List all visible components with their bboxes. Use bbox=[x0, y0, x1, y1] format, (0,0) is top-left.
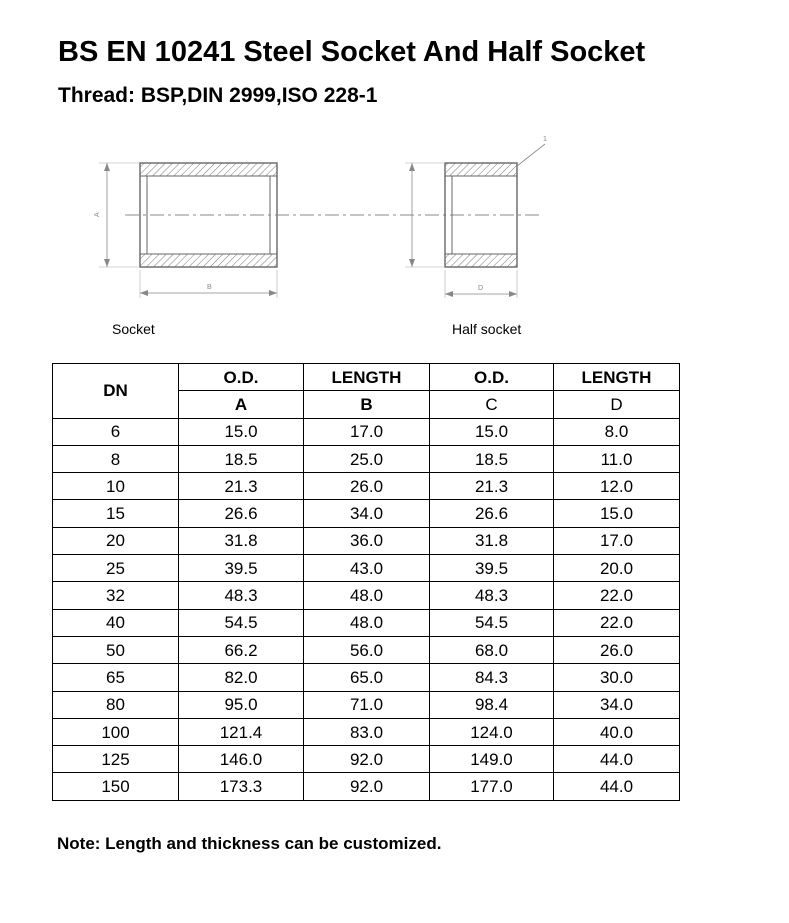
cell-length-d: 8.0 bbox=[554, 418, 680, 445]
cell-od-a: 15.0 bbox=[179, 418, 304, 445]
cell-dn: 6 bbox=[53, 418, 179, 445]
half-socket-shape bbox=[405, 144, 545, 298]
cell-od-c: 39.5 bbox=[430, 555, 554, 582]
cell-length-b: 48.0 bbox=[304, 582, 430, 609]
cell-dn: 150 bbox=[53, 773, 179, 800]
cell-length-d: 40.0 bbox=[554, 718, 680, 745]
cell-dn: 10 bbox=[53, 473, 179, 500]
table-header-row bbox=[53, 364, 680, 391]
cell-od-a: 66.2 bbox=[179, 636, 304, 663]
cell-od-c: 54.5 bbox=[430, 609, 554, 636]
cell-od-c: 18.5 bbox=[430, 445, 554, 472]
cell-od-a: 146.0 bbox=[179, 746, 304, 773]
label-1: 1 bbox=[543, 136, 547, 143]
cell-length-d: 34.0 bbox=[554, 691, 680, 718]
cell-length-b: 83.0 bbox=[304, 718, 430, 745]
header-od-half: O.D. bbox=[430, 364, 554, 391]
table-row bbox=[53, 527, 680, 554]
cell-length-b: 25.0 bbox=[304, 445, 430, 472]
dimensions-table bbox=[52, 363, 680, 801]
cell-od-a: 31.8 bbox=[179, 527, 304, 554]
cell-od-a: 18.5 bbox=[179, 445, 304, 472]
cell-od-a: 82.0 bbox=[179, 664, 304, 691]
cell-od-c: 124.0 bbox=[430, 718, 554, 745]
page-title: BS EN 10241 Steel Socket And Half Socket bbox=[58, 36, 646, 68]
label-b: B bbox=[207, 284, 212, 291]
socket-caption: Socket bbox=[112, 321, 155, 337]
cell-od-c: 68.0 bbox=[430, 636, 554, 663]
label-a: A bbox=[94, 212, 101, 217]
cell-dn: 40 bbox=[53, 609, 179, 636]
table-row bbox=[53, 664, 680, 691]
table-row bbox=[53, 609, 680, 636]
cell-length-d: 12.0 bbox=[554, 473, 680, 500]
table-row bbox=[53, 691, 680, 718]
cell-length-b: 17.0 bbox=[304, 418, 430, 445]
cell-od-c: 21.3 bbox=[430, 473, 554, 500]
cell-length-d: 15.0 bbox=[554, 500, 680, 527]
table-row bbox=[53, 418, 680, 445]
cell-od-a: 173.3 bbox=[179, 773, 304, 800]
cell-dn: 25 bbox=[53, 555, 179, 582]
cell-length-d: 17.0 bbox=[554, 527, 680, 554]
cell-length-d: 44.0 bbox=[554, 773, 680, 800]
table-row bbox=[53, 746, 680, 773]
cell-length-b: 56.0 bbox=[304, 636, 430, 663]
table-row bbox=[53, 445, 680, 472]
cell-od-a: 26.6 bbox=[179, 500, 304, 527]
cell-od-a: 21.3 bbox=[179, 473, 304, 500]
cell-dn: 32 bbox=[53, 582, 179, 609]
cell-od-c: 15.0 bbox=[430, 418, 554, 445]
cell-od-c: 48.3 bbox=[430, 582, 554, 609]
cell-dn: 20 bbox=[53, 527, 179, 554]
cell-length-d: 26.0 bbox=[554, 636, 680, 663]
cell-od-a: 54.5 bbox=[179, 609, 304, 636]
cell-od-c: 26.6 bbox=[430, 500, 554, 527]
subheader-d: D bbox=[554, 391, 680, 418]
cell-length-d: 44.0 bbox=[554, 746, 680, 773]
cell-dn: 125 bbox=[53, 746, 179, 773]
cell-od-a: 48.3 bbox=[179, 582, 304, 609]
cell-dn: 80 bbox=[53, 691, 179, 718]
cell-length-d: 22.0 bbox=[554, 609, 680, 636]
cell-length-b: 26.0 bbox=[304, 473, 430, 500]
cell-od-a: 39.5 bbox=[179, 555, 304, 582]
header-length-socket: LENGTH bbox=[304, 364, 430, 391]
cell-length-b: 48.0 bbox=[304, 609, 430, 636]
label-d: D bbox=[478, 285, 484, 292]
header-dn: DN bbox=[53, 364, 179, 419]
cell-length-b: 65.0 bbox=[304, 664, 430, 691]
cell-od-c: 31.8 bbox=[430, 527, 554, 554]
cell-od-c: 177.0 bbox=[430, 773, 554, 800]
cell-dn: 8 bbox=[53, 445, 179, 472]
table-row bbox=[53, 500, 680, 527]
cell-length-b: 43.0 bbox=[304, 555, 430, 582]
subheader-b: B bbox=[304, 391, 430, 418]
table-row bbox=[53, 773, 680, 800]
cell-length-b: 34.0 bbox=[304, 500, 430, 527]
cell-length-b: 92.0 bbox=[304, 746, 430, 773]
header-length-half: LENGTH bbox=[554, 364, 680, 391]
cell-dn: 65 bbox=[53, 664, 179, 691]
cell-length-b: 92.0 bbox=[304, 773, 430, 800]
subheader-a: A bbox=[179, 391, 304, 418]
cell-length-d: 22.0 bbox=[554, 582, 680, 609]
cell-od-a: 121.4 bbox=[179, 718, 304, 745]
cell-length-d: 11.0 bbox=[554, 445, 680, 472]
cell-od-c: 84.3 bbox=[430, 664, 554, 691]
socket-shape bbox=[99, 163, 277, 298]
cell-od-c: 98.4 bbox=[430, 691, 554, 718]
cell-dn: 50 bbox=[53, 636, 179, 663]
table-row bbox=[53, 582, 680, 609]
customization-note: Note: Length and thickness can be customized. bbox=[57, 834, 442, 853]
table-row bbox=[53, 718, 680, 745]
half-socket-caption: Half socket bbox=[452, 321, 522, 337]
cell-od-a: 95.0 bbox=[179, 691, 304, 718]
cell-dn: 15 bbox=[53, 500, 179, 527]
thread-subtitle: Thread: BSP,DIN 2999,ISO 228-1 bbox=[58, 84, 378, 107]
subheader-c: C bbox=[430, 391, 554, 418]
table-row bbox=[53, 636, 680, 663]
table-row bbox=[53, 473, 680, 500]
header-od-socket: O.D. bbox=[179, 364, 304, 391]
cell-length-d: 30.0 bbox=[554, 664, 680, 691]
cell-od-c: 149.0 bbox=[430, 746, 554, 773]
socket-drawing bbox=[85, 130, 555, 310]
cell-length-b: 36.0 bbox=[304, 527, 430, 554]
cell-length-d: 20.0 bbox=[554, 555, 680, 582]
table-row bbox=[53, 555, 680, 582]
cell-length-b: 71.0 bbox=[304, 691, 430, 718]
cell-dn: 100 bbox=[53, 718, 179, 745]
